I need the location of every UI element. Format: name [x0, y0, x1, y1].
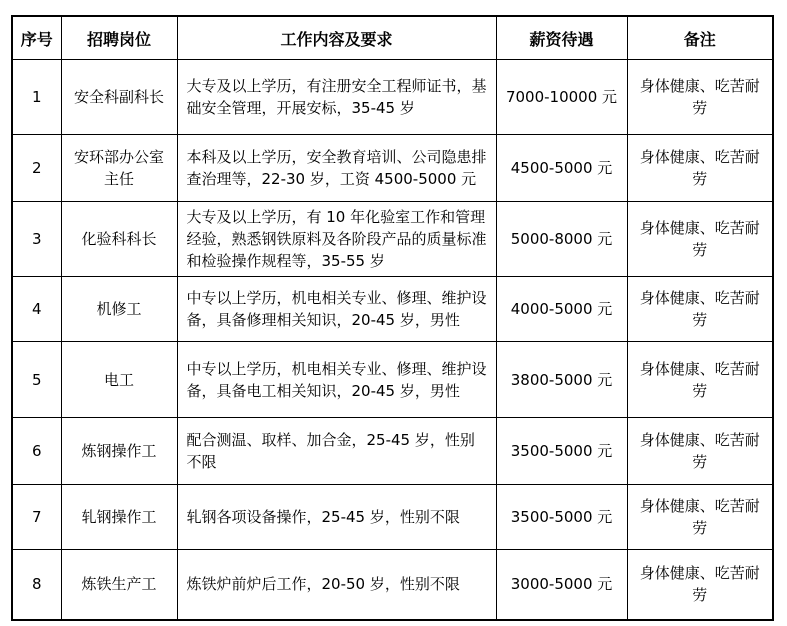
note-cell: 身体健康、吃苦耐劳: [627, 60, 773, 135]
table-row: [12, 135, 773, 202]
note-cell: 身体健康、吃苦耐劳: [627, 202, 773, 277]
row-number-cell: 6: [12, 418, 61, 485]
position-cell: 化验科科长: [61, 202, 177, 277]
position-cell: 机修工: [61, 277, 177, 342]
salary-cell: 3800-5000 元: [496, 342, 627, 418]
row-number-cell: 3: [12, 202, 61, 277]
position-cell: 安环部办公室主任: [61, 135, 177, 202]
header-cell-position: 招聘岗位: [61, 16, 177, 60]
salary-cell: 4500-5000 元: [496, 135, 627, 202]
table-row: [12, 202, 773, 277]
requirements-cell: 配合测温、取样、加合金，25-45 岁，性别不限: [177, 418, 496, 485]
requirements-cell: 炼铁炉前炉后工作，20-50 岁，性别不限: [177, 550, 496, 620]
salary-cell: 3000-5000 元: [496, 550, 627, 620]
row-number-cell: 4: [12, 277, 61, 342]
salary-cell: 4000-5000 元: [496, 277, 627, 342]
header-cell-number: 序号: [12, 16, 61, 60]
salary-cell: 5000-8000 元: [496, 202, 627, 277]
row-number-cell: 5: [12, 342, 61, 418]
salary-cell: 3500-5000 元: [496, 485, 627, 550]
position-cell: 安全科副科长: [61, 60, 177, 135]
row-number-cell: 2: [12, 135, 61, 202]
position-cell: 轧钢操作工: [61, 485, 177, 550]
salary-cell: 3500-5000 元: [496, 418, 627, 485]
position-cell: 炼铁生产工: [61, 550, 177, 620]
note-cell: 身体健康、吃苦耐劳: [627, 485, 773, 550]
note-cell: 身体健康、吃苦耐劳: [627, 550, 773, 620]
header-cell-note: 备注: [627, 16, 773, 60]
table-row: [12, 418, 773, 485]
row-number-cell: 8: [12, 550, 61, 620]
requirements-cell: 大专及以上学历，有注册安全工程师证书，基础安全管理，开展安标，35-45 岁: [177, 60, 496, 135]
table-row: [12, 277, 773, 342]
note-cell: 身体健康、吃苦耐劳: [627, 277, 773, 342]
row-number-cell: 7: [12, 485, 61, 550]
requirements-cell: 轧钢各项设备操作，25-45 岁，性别不限: [177, 485, 496, 550]
position-cell: 电工: [61, 342, 177, 418]
header-cell-requirements: 工作内容及要求: [177, 16, 496, 60]
requirements-cell: 本科及以上学历，安全教育培训、公司隐患排查治理等，22-30 岁，工资 4500-5000 元: [177, 135, 496, 202]
recruitment-table: [11, 15, 774, 621]
table-row: [12, 485, 773, 550]
header-cell-salary: 薪资待遇: [496, 16, 627, 60]
recruitment-table-container: [11, 15, 774, 621]
position-cell: 炼钢操作工: [61, 418, 177, 485]
note-cell: 身体健康、吃苦耐劳: [627, 418, 773, 485]
requirements-cell: 大专及以上学历，有 10 年化验室工作和管理经验，熟悉钢铁原料及各阶段产品的质量标准和检验操作规程等，35-55 岁: [177, 202, 496, 277]
table-row: [12, 342, 773, 418]
note-cell: 身体健康、吃苦耐劳: [627, 342, 773, 418]
salary-cell: 7000-10000 元: [496, 60, 627, 135]
table-header-row: [12, 16, 773, 60]
table-row: [12, 60, 773, 135]
note-cell: 身体健康、吃苦耐劳: [627, 135, 773, 202]
requirements-cell: 中专以上学历，机电相关专业、修理、维护设备，具备电工相关知识，20-45 岁，男性: [177, 342, 496, 418]
requirements-cell: 中专以上学历，机电相关专业、修理、维护设备，具备修理相关知识，20-45 岁，男性: [177, 277, 496, 342]
row-number-cell: 1: [12, 60, 61, 135]
table-row: [12, 550, 773, 620]
